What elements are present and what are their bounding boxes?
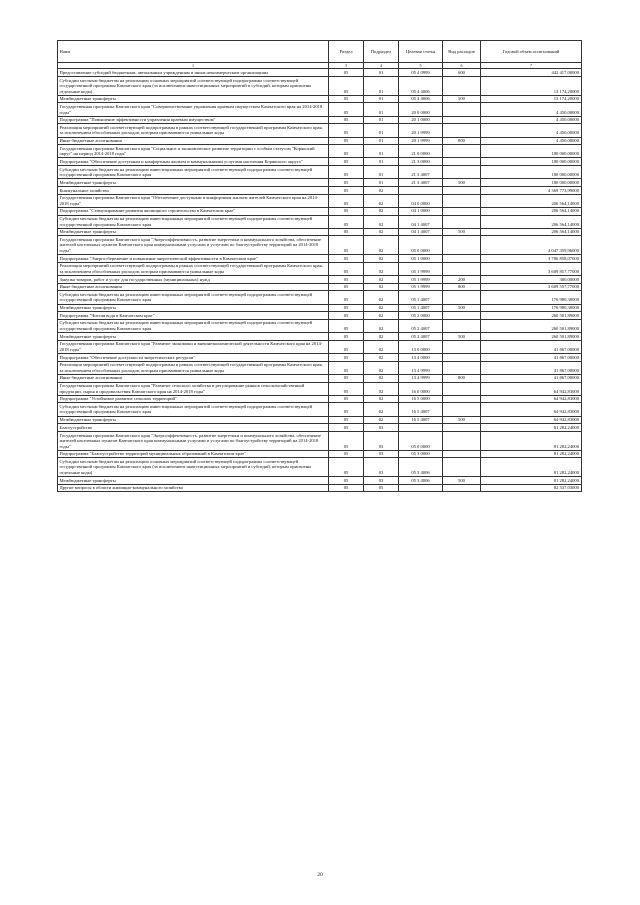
cell-subsection: 02 [364,395,399,403]
cell-name: Государственная программа Камчатского края "Энергоэффективность, развитие энергетики и коммунального хозяйства, обеспечение жителей населенных пунктов Камчатского края коммунальными услугами и услугами по благоустройству территорий на 2014-2018 годы" [58,236,329,255]
cell-exptype [443,215,481,228]
cell-amount: 41 867,00000 [481,361,582,374]
cell-amount: 82 537,03000 [481,484,582,492]
table-row [58,458,582,477]
cell-name: Подпрограмма "Энергосбережение и повышение энергетической эффективности в Камчатском крае" [58,255,329,263]
cell-target: 05 1 9999 [399,283,443,291]
cell-name: Межбюджетные трансферты [58,304,329,312]
table-row [58,382,582,395]
table-row [58,166,582,179]
cell-section: 05 [329,137,364,145]
cell-target [399,186,443,194]
cell-section: 05 [329,228,364,236]
cell-section: 05 [329,186,364,194]
table-row [58,69,582,77]
cell-exptype: 800 [443,283,481,291]
cell-name: Иные бюджетные ассигнования [58,283,329,291]
cell-amount: 206 564,14000 [481,215,582,228]
cell-amount: 81 282,24000 [481,477,582,485]
header-amount: Годовой объем ассигнований [481,41,582,63]
cell-subsection: 02 [364,333,399,341]
cell-amount: 64 942,83000 [481,416,582,424]
cell-exptype: 500 [443,333,481,341]
cell-subsection: 02 [364,207,399,215]
cell-target: 16 0 0000 [399,382,443,395]
table-row [58,353,582,361]
cell-target: 04 1 4007 [399,228,443,236]
cell-amount: 81 282,24000 [481,424,582,432]
cell-amount: 260 501,89000 [481,312,582,320]
cell-amount: 41 867,00000 [481,374,582,382]
cell-name: Межбюджетные трансферты [58,95,329,103]
cell-exptype [443,186,481,194]
table-row [58,484,582,492]
cell-subsection: 02 [364,319,399,332]
cell-exptype [443,450,481,458]
cell-amount: 64 942,83000 [481,403,582,416]
table-header-row [58,41,582,63]
cell-amount: 4 369 773,99000 [481,186,582,194]
cell-subsection: 02 [364,291,399,304]
cell-amount: 81 282,24000 [481,450,582,458]
cell-target: 05 4 4006 [399,77,443,96]
cell-target: 21 3 4007 [399,179,443,187]
cell-exptype: 600 [443,69,481,77]
cell-target: 13 0 0000 [399,340,443,353]
cell-target: 16 5 0000 [399,395,443,403]
cell-section: 05 [329,255,364,263]
cell-subsection: 03 [364,477,399,485]
cell-exptype: 500 [443,477,481,485]
cell-section: 05 [329,103,364,116]
cell-exptype: 800 [443,374,481,382]
cell-name: Государственная программа Камчатского края "Социальное и экономическое развитие территории с особым статусом "Корякский округ" на период 2014-2018 годы" [58,145,329,158]
cell-section: 05 [329,236,364,255]
cell-name: Межбюджетные трансферты [58,228,329,236]
cell-name: Подпрограмма "Стимулирование развития жилищного строительства в Камчатском крае" [58,207,329,215]
cell-target: 20 0 0000 [399,103,443,116]
table-row [58,416,582,424]
cell-exptype: 500 [443,95,481,103]
cell-section: 05 [329,166,364,179]
cell-exptype [443,291,481,304]
cell-subsection: 03 [364,424,399,432]
cell-amount: 13 174,20000 [481,95,582,103]
cell-name: Субсидии местным бюджетам на реализацию инвестиционных мероприятий соответствующей подпрограммы соответствующей государственной программы Камчатского края [58,291,329,304]
cell-exptype [443,103,481,116]
table-row [58,194,582,207]
table-row [58,291,582,304]
cell-subsection: 01 [364,103,399,116]
cell-subsection: 03 [364,431,399,450]
cell-amount: 41 867,00000 [481,340,582,353]
cell-section: 05 [329,424,364,432]
cell-target: 05 1 4007 [399,291,443,304]
cell-exptype [443,166,481,179]
cell-subsection: 02 [364,374,399,382]
column-index: 4 [364,63,399,69]
table-row [58,431,582,450]
cell-exptype [443,382,481,395]
cell-amount: 13 174,20000 [481,77,582,96]
cell-name: Государственная программа Камчатского края "Энергоэффективность, развитие энергетики и коммунального хозяйства, обеспечение жителей населенных пунктов Камчатского края коммунальными услугами и услугами по благоустройству территорий на 2014-2018 годы" [58,431,329,450]
cell-subsection: 03 [364,458,399,477]
cell-subsection: 02 [364,186,399,194]
cell-subsection: 02 [364,262,399,275]
cell-target: 05 1 9999 [399,262,443,275]
cell-section: 05 [329,395,364,403]
table-row [58,262,582,275]
cell-amount: 4 450,00000 [481,103,582,116]
cell-section: 05 [329,333,364,341]
table-row [58,403,582,416]
cell-name: Субсидии местным бюджетам на реализацию инвестиционных мероприятий соответствующей подпрограммы соответствующей государственной программы Камчатского края [58,319,329,332]
cell-section: 05 [329,77,364,96]
cell-section: 05 [329,124,364,137]
cell-section: 05 [329,262,364,275]
table-row [58,145,582,158]
budget-table [57,40,582,492]
cell-exptype [443,458,481,477]
cell-target: 05 4 0999 [399,69,443,77]
cell-section: 05 [329,275,364,283]
table-row [58,103,582,116]
cell-amount: 4 450,00000 [481,116,582,124]
table-row [58,275,582,283]
cell-target [399,484,443,492]
header-subsection: Подраздел [364,41,399,63]
cell-name: Подпрограмма "Обеспечение доступным и комфортным жильем и коммунальными услугами населения Корякского округа" [58,158,329,166]
cell-name: Благоустройство [58,424,329,432]
cell-subsection: 02 [364,312,399,320]
cell-exptype: 800 [443,137,481,145]
cell-target: 05 2 4007 [399,333,443,341]
cell-name: Иные бюджетные ассигнования [58,137,329,145]
column-index: 7 [481,63,582,69]
table-row [58,215,582,228]
cell-name: Субсидии местным бюджетам на реализацию основных мероприятий соответствующей подпрограммы соответствующей государственной программы Камчатского края (за исключением инвестиционных мероприятий и субсидий, которым присвоены отдельные коды) [58,77,329,96]
cell-target: 13 4 0000 [399,353,443,361]
cell-section: 05 [329,319,364,332]
table-row [58,450,582,458]
cell-exptype [443,124,481,137]
cell-amount: 300,00000 [481,275,582,283]
cell-amount: 180 000,00000 [481,179,582,187]
table-row [58,186,582,194]
cell-target: 05 0 0000 [399,431,443,450]
cell-name: Подпрограмма "Благоустройство территорий муниципальных образований в Камчатском крае" [58,450,329,458]
cell-subsection: 01 [364,116,399,124]
cell-exptype: 200 [443,275,481,283]
cell-amount: 3 786 858,07000 [481,255,582,263]
table-row [58,477,582,485]
cell-section: 05 [329,374,364,382]
cell-subsection: 05 [364,484,399,492]
cell-amount: 81 282,24000 [481,458,582,477]
cell-exptype [443,77,481,96]
cell-section: 05 [329,382,364,395]
cell-amount: 442 417,00000 [481,69,582,77]
cell-name: Государственная программа Камчатского края "Развитие сельского хозяйства и регулирование рынков сельскохозяйственной продукции, сырья и продовольствия Камчатского края на 2014-2018 годы" [58,382,329,395]
cell-name: Подпрограмма "Повышение эффективности управления краевым имуществом" [58,116,329,124]
header-name: Наим [58,41,329,63]
cell-name: Межбюджетные трансферты [58,333,329,341]
cell-section: 05 [329,194,364,207]
table-row [58,207,582,215]
column-index: 3 [329,63,364,69]
cell-exptype: 500 [443,304,481,312]
cell-section: 05 [329,207,364,215]
cell-amount: 4 450,00000 [481,137,582,145]
cell-section: 05 [329,458,364,477]
cell-section: 05 [329,450,364,458]
cell-section: 05 [329,312,364,320]
cell-amount: 180 000,00000 [481,158,582,166]
table-row [58,361,582,374]
cell-name: Коммунальное хозяйство [58,186,329,194]
table-row [58,179,582,187]
cell-subsection: 02 [364,283,399,291]
cell-target: 04 1 4007 [399,215,443,228]
table-row [58,255,582,263]
cell-subsection: 03 [364,450,399,458]
cell-exptype [443,340,481,353]
cell-section: 05 [329,95,364,103]
cell-section: 05 [329,145,364,158]
cell-subsection: 02 [364,215,399,228]
cell-section: 05 [329,179,364,187]
table-row [58,124,582,137]
cell-amount: 180 000,00000 [481,145,582,158]
cell-subsection: 01 [364,166,399,179]
cell-amount: 260 501,89000 [481,319,582,332]
cell-subsection: 02 [364,353,399,361]
cell-section: 05 [329,340,364,353]
cell-exptype [443,403,481,416]
cell-name: Субсидии местным бюджетам на реализацию инвестиционных мероприятий соответствующей подпрограммы соответствующей государственной программы Камчатского края [58,166,329,179]
cell-section: 05 [329,158,364,166]
cell-name: Государственная программа Камчатского края "Обеспечение доступным и комфортным жильем жителей Камчатского края на 2014-2018 годы" [58,194,329,207]
cell-section: 05 [329,416,364,424]
cell-target: 16 5 4007 [399,416,443,424]
cell-subsection: 01 [364,158,399,166]
cell-section: 05 [329,69,364,77]
header-target: Целевая статья [399,41,443,63]
cell-exptype [443,484,481,492]
cell-target: 05 2 0000 [399,312,443,320]
cell-target: 04 1 0000 [399,207,443,215]
cell-amount: 41 867,00000 [481,353,582,361]
cell-section: 05 [329,361,364,374]
cell-subsection: 01 [364,95,399,103]
table-row [58,304,582,312]
cell-target: 20 1 9999 [399,124,443,137]
cell-target: 05 1 9999 [399,275,443,283]
cell-subsection: 01 [364,77,399,96]
cell-exptype [443,424,481,432]
table-row [58,333,582,341]
cell-target: 05 1 4007 [399,304,443,312]
cell-subsection: 01 [364,124,399,137]
table-row [58,340,582,353]
table-row [58,116,582,124]
cell-subsection: 02 [364,194,399,207]
table-row [58,228,582,236]
cell-amount: 176 980,30000 [481,291,582,304]
cell-amount: 180 000,00000 [481,166,582,179]
cell-amount: 260 501,89000 [481,333,582,341]
cell-target: 20 1 9999 [399,137,443,145]
cell-amount: 206 564,14000 [481,228,582,236]
cell-target: 05 0 0000 [399,236,443,255]
cell-target: 21 0 0000 [399,145,443,158]
cell-section: 05 [329,283,364,291]
cell-amount: 81 282,24000 [481,431,582,450]
cell-target: 05 3 4006 [399,477,443,485]
cell-subsection: 02 [364,361,399,374]
cell-exptype [443,262,481,275]
cell-subsection: 02 [364,382,399,395]
cell-subsection: 01 [364,145,399,158]
cell-amount: 64 942,83000 [481,395,582,403]
cell-section: 05 [329,304,364,312]
cell-target: 05 2 4007 [399,319,443,332]
cell-exptype [443,207,481,215]
table-row [58,395,582,403]
cell-exptype [443,145,481,158]
table-row [58,283,582,291]
cell-target: 20 1 0000 [399,116,443,124]
cell-name: Предоставление субсидий бюджетным, автономным учреждениям и иным некоммерческим организациям [58,69,329,77]
cell-target: 04 0 0000 [399,194,443,207]
table-row [58,374,582,382]
cell-amount: 176 980,30000 [481,304,582,312]
cell-exptype [443,395,481,403]
cell-section: 05 [329,353,364,361]
cell-name: Реализация мероприятий соответствующей подпрограммы в рамках соответствующей государственной программы Камчатского края, за исключением обособленных расходов, которым присваиваются уникальные коды [58,124,329,137]
table-row [58,77,582,96]
cell-amount: 4 047 359,96000 [481,236,582,255]
cell-amount: 4 450,00000 [481,124,582,137]
cell-exptype [443,116,481,124]
table-row [58,424,582,432]
cell-amount: 3 609 557,77000 [481,283,582,291]
cell-exptype [443,353,481,361]
cell-section: 05 [329,403,364,416]
cell-amount: 64 942,83000 [481,382,582,395]
cell-exptype: 500 [443,228,481,236]
column-index: 6 [443,63,481,69]
cell-target: 05 4 4006 [399,95,443,103]
cell-name: Государственная программа Камчатского края "Совершенствование управления краевым имуществом Камчатского края на 2014-2018 годы" [58,103,329,116]
cell-subsection: 01 [364,69,399,77]
table-row [58,158,582,166]
document-page [57,40,581,492]
page-number: 20 [317,872,323,878]
cell-target: 21 3 4007 [399,166,443,179]
cell-exptype: 500 [443,179,481,187]
cell-name: Реализация мероприятий соответствующей подпрограммы в рамках соответствующей государственной программы Камчатского края, за исключением обособленных расходов, которым присваиваются уникальные коды [58,262,329,275]
cell-exptype [443,236,481,255]
cell-name: Реализация мероприятий соответствующей подпрограммы в рамках соответствующей государственной программы Камчатского края, за исключением обособленных расходов, которым присваиваются уникальные коды [58,361,329,374]
cell-name: Другие вопросы в области жилищно-коммунального хозяйства [58,484,329,492]
cell-name: Подпрограмма "Обеспечение доступности энергетических ресурсов" [58,353,329,361]
cell-amount: 3 609 857,77000 [481,262,582,275]
cell-exptype [443,312,481,320]
cell-subsection: 02 [364,304,399,312]
cell-name: Межбюджетные трансферты [58,416,329,424]
cell-subsection: 02 [364,228,399,236]
column-index: 1 [58,63,329,69]
cell-name: Иные бюджетные ассигнования [58,374,329,382]
header-section: Раздел [329,41,364,63]
cell-target: 21 3 0000 [399,158,443,166]
cell-target [399,424,443,432]
cell-target: 05 3 0000 [399,450,443,458]
header-exptype: Вид расходов [443,41,481,63]
column-index: 5 [399,63,443,69]
cell-target: 05 3 4006 [399,458,443,477]
cell-subsection: 01 [364,137,399,145]
table-row [58,319,582,332]
cell-name: Субсидии местным бюджетам на реализацию инвестиционных мероприятий соответствующей подпрограммы соответствующей государственной программы Камчатского края [58,215,329,228]
cell-subsection: 01 [364,179,399,187]
cell-exptype [443,255,481,263]
cell-exptype [443,194,481,207]
cell-subsection: 02 [364,275,399,283]
cell-exptype [443,158,481,166]
cell-name: Подпрограмма "Устойчивое развитие сельских территорий" [58,395,329,403]
cell-name: Закупка товаров, работ и услуг для государственных (муниципальных) нужд [58,275,329,283]
cell-target: 16 5 4007 [399,403,443,416]
cell-name: Межбюджетные трансферты [58,179,329,187]
cell-name: Субсидии местным бюджетам на реализацию инвестиционных мероприятий соответствующей подпрограммы соответствующей государственной программы Камчатского края [58,403,329,416]
cell-section: 05 [329,484,364,492]
table-row [58,236,582,255]
cell-target: 05 1 0000 [399,255,443,263]
cell-section: 05 [329,116,364,124]
cell-exptype [443,361,481,374]
cell-exptype: 500 [443,416,481,424]
cell-name: Субсидии местным бюджетам на реализацию основных мероприятий соответствующей подпрограммы соответствующей государственной программы Камчатского края (за исключением инвестиционных мероприятий и субсидий, которым присвоены отдельные коды) [58,458,329,477]
cell-subsection: 02 [364,416,399,424]
cell-target: 13 4 9999 [399,374,443,382]
cell-section: 05 [329,215,364,228]
table-row [58,312,582,320]
cell-name: Межбюджетные трансферты [58,477,329,485]
table-row [58,137,582,145]
cell-subsection: 02 [364,403,399,416]
table-row [58,95,582,103]
cell-subsection: 02 [364,255,399,263]
cell-subsection: 02 [364,236,399,255]
cell-exptype [443,431,481,450]
cell-target: 13 4 9999 [399,361,443,374]
cell-section: 05 [329,477,364,485]
cell-amount: 206 564,14000 [481,207,582,215]
cell-subsection: 02 [364,340,399,353]
cell-section: 05 [329,291,364,304]
cell-name: Государственная программа Камчатского края "Развитие экономики и внешнеэкономической деятельности Камчатского края на 2014-2018 годы" [58,340,329,353]
cell-section: 05 [329,431,364,450]
cell-amount: 206 564,14000 [481,194,582,207]
cell-exptype [443,319,481,332]
cell-name: Подпрограмма "Чистая вода в Камчатском крае" [58,312,329,320]
